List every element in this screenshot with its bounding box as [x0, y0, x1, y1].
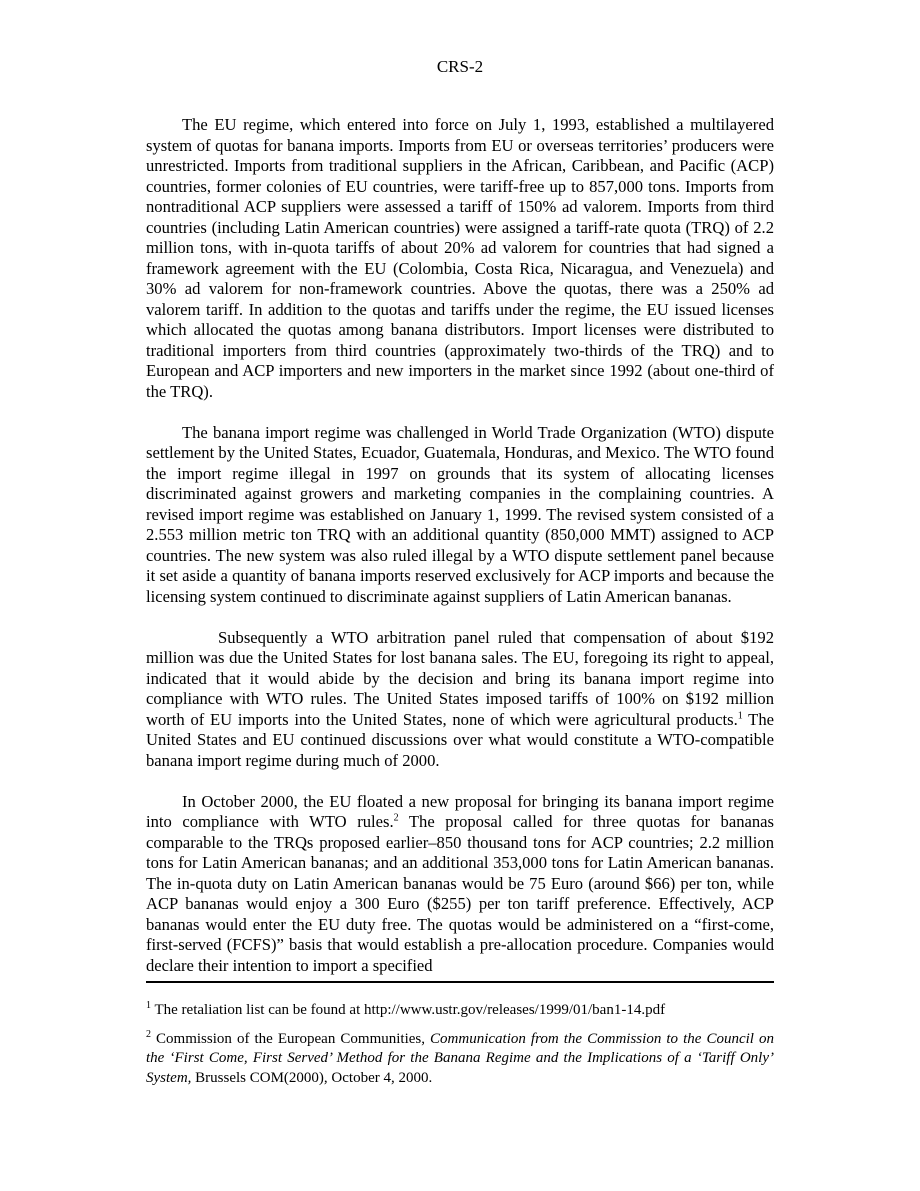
paragraph-text: The United States and EU continued discussions over what would constitute a WTO-compatible banana import regime during much of 2000. — [146, 709, 774, 770]
footnote-mark: 1 — [146, 1000, 151, 1011]
paragraph-wto-challenge: The banana import regime was challenged in World Trade Organization (WTO) dispute settlement by the United States, Ecuador, Guatemala, Honduras, and Mexico. The WTO found the import regime illegal in 1997 on grounds that its system of allocating licenses discriminated against growers and marketing companies in the complaining countries. A revised import regime was established on January 1, 1999. The revised system consisted of a 2.553 million metric ton TRQ with an additional quantity (850,000 MMT) assigned to ACP countries. The new system was also ruled illegal by a WTO dispute settlement panel because it set aside a quantity of banana imports reserved exclusively for ACP imports and because the licensing system continued to discriminate against suppliers of Latin American bananas. — [146, 422, 774, 606]
paragraph-arbitration — [146, 628, 774, 772]
paragraph-text: The proposal called for three quotas for bananas comparable to the TRQs proposed earlier–850 thousand tons for ACP countries; 2.2 million tons for Latin American bananas; and an additional 353,000 tons for Latin American bananas. The in-quota duty on Latin American bananas would be 75 Euro (around $66) per ton, while ACP bananas would enjoy a 300 Euro ($255) per ton tariff preference. Effectively, ACP bananas would enter the EU duty free. The quotas would be administered on a “first-come, first-served (FCFS)” basis that would establish a pre-allocation procedure. Companies would declare their intention to import a specified — [146, 812, 774, 975]
footnote-reference-2: 2 — [393, 812, 399, 824]
footnote-text: Brussels COM(2000), October 4, 2000. — [191, 1069, 433, 1086]
paragraph-eu-regime: The EU regime, which entered into force on July 1, 1993, established a multilayered system of quotas for banana imports. Imports from EU or overseas territories’ producers were unrestricted. Imports from traditional suppliers in the African, Caribbean, and Pacific (ACP) countries, former colonies of EU countries, were tariff-free up to 857,000 tons. Imports from nontraditional ACP suppliers were assessed a tariff of 150% ad valorem. Imports from third countries (including Latin American countries) were assigned a tariff-rate quota (TRQ) of 2.2 million tons, with in-quota tariffs of about 20% ad valorem for countries that had signed a framework agreement with the EU (Colombia, Costa Rica, Nicaragua, and Venezuela) and 30% ad valorem for non-framework countries. Above the quotas, there was a 250% ad valorem tariff. In addition to the quotas and tariffs under the regime, the EU issued licenses which allocated the quotas among banana distributors. Import licenses were distributed to traditional importers from third countries (approximately two-thirds of the TRQ) and to European and ACP importers and new importers in the market since 1992 (about one-third of the TRQ). — [146, 115, 774, 401]
footnote-reference-1: 1 — [737, 709, 743, 721]
paragraph-text: Subsequently a WTO arbitration panel ruled that compensation of about $192 million was due the United States for lost banana sales. The EU, foregoing its right to appeal, indicated that it would abide by the decision and bring its banana import regime into compliance with WTO rules. The United States imposed tariffs of 100% on $192 million worth of EU imports into the United States, none of which were agricultural products. — [146, 627, 774, 729]
footnote-1 — [146, 1001, 774, 1021]
footnotes — [146, 1001, 774, 1097]
body-text — [146, 115, 774, 997]
footnote-text: Commission of the European Communities, — [151, 1030, 431, 1047]
paragraph-october-proposal — [146, 792, 774, 977]
footnote-document-title: Communication from the Commission to the Council on the ‘First Come, First Served’ Method for the Banana Regime and the Implications of a ‘Tariff Only’ System, — [146, 1030, 775, 1086]
footnote-2 — [146, 1030, 774, 1089]
paragraph-text: In October 2000, the EU floated a new proposal for bringing its banana import regime into compliance with WTO rules. — [146, 791, 774, 831]
page-header: CRS-2 — [436, 57, 484, 76]
footnote-mark: 2 — [146, 1028, 151, 1040]
footnote-text: The retaliation list can be found at http://www.ustr.gov/releases/1999/01/ban1-14.pdf — [151, 1002, 666, 1018]
footnote-divider — [146, 981, 774, 983]
